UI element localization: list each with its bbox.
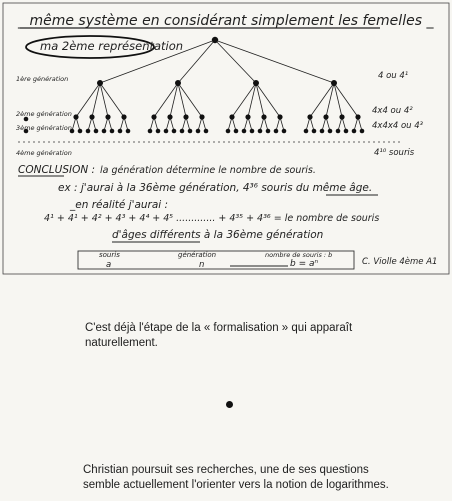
tree-node — [172, 129, 177, 134]
tree-node — [277, 114, 282, 119]
generation-label-2: 2ème génération — [16, 110, 72, 118]
tree-node — [180, 129, 185, 134]
tree-node — [126, 129, 131, 134]
sum-line: 4¹ + 4¹ + 4² + 4³ + 4⁴ + 4⁵ ............. + 4³⁵ + 4³⁶ = le nombre de souris — [44, 213, 380, 224]
ages-line: d'âges différents à la 36ème génération — [112, 229, 324, 241]
tree-node — [89, 114, 94, 119]
tree-branch — [215, 40, 256, 83]
tree-node — [304, 129, 309, 134]
tree-node — [360, 129, 365, 134]
tree-node — [274, 129, 279, 134]
tree-node — [86, 129, 91, 134]
legend-souris-label: souris — [99, 251, 120, 259]
tree-node — [199, 114, 204, 119]
legend-generation-var: n — [199, 260, 205, 270]
tree-node — [196, 129, 201, 134]
tree-node — [183, 114, 188, 119]
caption-1: C'est déjà l'étape de la « formalisation » qui apparaît naturellement. — [85, 322, 353, 349]
tree-branch — [178, 40, 215, 83]
caption-2: Christian poursuit ses recherches, une de ses questions semble actuellement l'orienter vers la notion de logarithmes. — [83, 464, 389, 491]
tree-node — [105, 114, 110, 119]
generation-label-1: 1ère génération — [16, 75, 69, 83]
tree-node — [102, 129, 107, 134]
tree-node — [94, 129, 99, 134]
tree-node — [250, 129, 255, 134]
bullet-dot — [226, 401, 233, 408]
figure-subtitle: ma 2ème représentation — [40, 39, 184, 53]
figure-title: _ même système en considérant simplement les femelles _ — [18, 13, 434, 29]
tree-node — [156, 129, 161, 134]
tree-node — [204, 129, 209, 134]
right-label-3: 4x4x4 ou 4³ — [372, 121, 424, 131]
tree-node — [258, 129, 263, 134]
tree-node — [323, 114, 328, 119]
tree-node — [78, 129, 83, 134]
tree-node — [229, 114, 234, 119]
right-label-2: 4x4 ou 4² — [372, 106, 413, 116]
signature: C. Violle 4ème A1 — [362, 257, 438, 267]
tree-node — [226, 129, 231, 134]
tree-node — [352, 129, 357, 134]
tree-node — [121, 114, 126, 119]
conclusion-heading: CONCLUSION : — [18, 164, 96, 176]
tree-node — [164, 129, 169, 134]
tree-node — [261, 114, 266, 119]
tree-node — [167, 114, 172, 119]
tree-node — [355, 114, 360, 119]
tree-node — [245, 114, 250, 119]
tree-node — [253, 80, 259, 86]
tree-node — [266, 129, 271, 134]
example-line: ex : j'aurai à la 36ème génération, 4³⁶ souris du même âge. — [58, 182, 373, 194]
legend-souris-var: a — [106, 260, 112, 270]
reality-line: _en réalité j'aurai : — [70, 199, 169, 211]
legend-generation-label: génération — [178, 251, 217, 259]
tree-node — [282, 129, 287, 134]
tree-node — [331, 80, 337, 86]
tree-node — [175, 80, 181, 86]
tree-node — [336, 129, 341, 134]
tree-node — [97, 80, 103, 86]
tree-node — [328, 129, 333, 134]
tree-node — [339, 114, 344, 119]
tree-node — [151, 114, 156, 119]
generation-label-3: 3ème génération — [16, 124, 72, 132]
legend-formula: b = aⁿ — [290, 259, 319, 269]
right-label-1: 4 ou 4¹ — [378, 71, 409, 81]
tree-node — [242, 129, 247, 134]
example-emphasis: même âge. — [312, 182, 373, 194]
tree-node — [148, 129, 153, 134]
tree-node — [110, 129, 115, 134]
right-label-4: 4¹⁰ souris — [374, 148, 415, 158]
tree-node — [234, 129, 239, 134]
tree-node — [344, 129, 349, 134]
legend-nombre-label: nombre de souris : b — [265, 251, 333, 259]
tree-node — [212, 37, 218, 43]
tree-node — [188, 129, 193, 134]
tree-node — [307, 114, 312, 119]
ages-emphasis: d'âges différents — [112, 229, 201, 241]
tree-node — [118, 129, 123, 134]
tree-node — [73, 114, 78, 119]
tree-branch — [215, 40, 334, 83]
conclusion-line1: la génération détermine le nombre de souris. — [100, 165, 316, 176]
generation-label-4: 4ème génération — [16, 149, 72, 157]
tree-node — [312, 129, 317, 134]
tree-node — [320, 129, 325, 134]
